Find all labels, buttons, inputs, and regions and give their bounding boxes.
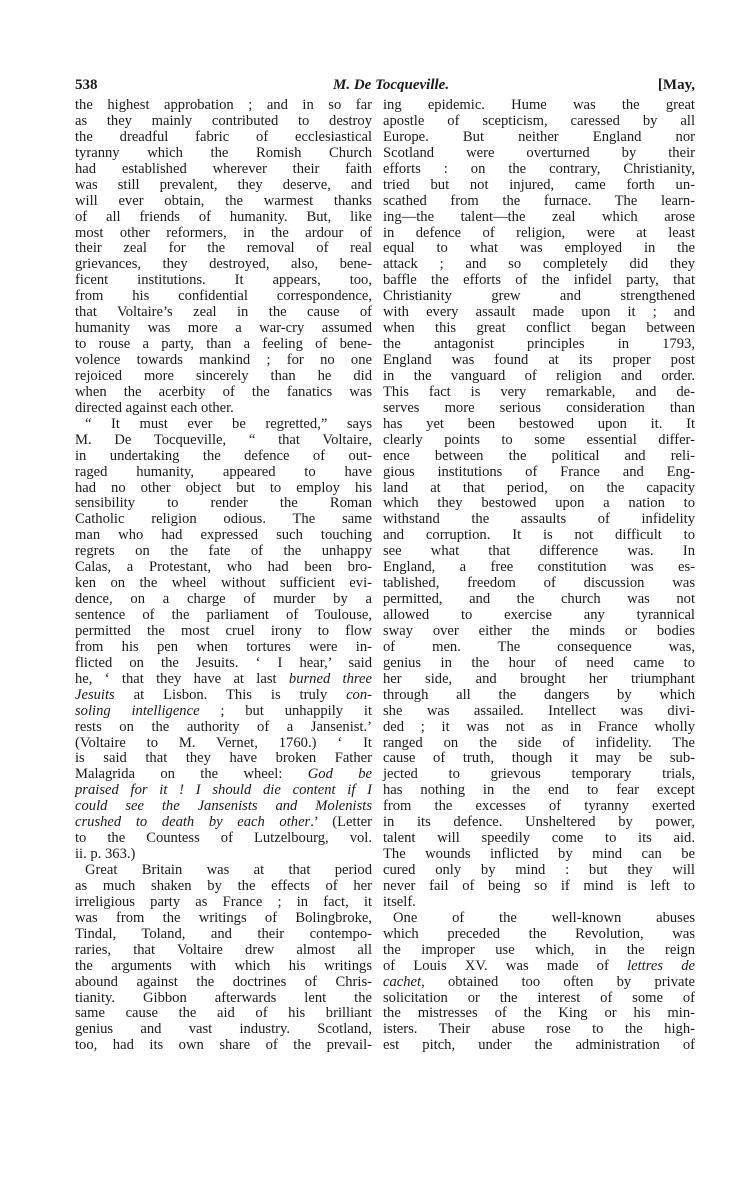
- italic-text: praised for it ! I should die content if I: [75, 782, 372, 799]
- text-line: was from the writings of Bolingbroke,: [75, 909, 372, 926]
- text-line: England was found at its proper post: [383, 352, 695, 368]
- text-line: allowed to exercise any tyrannical: [383, 607, 695, 623]
- text-line: This fact is very remarkable, and de-: [383, 383, 695, 400]
- text-line: will ever obtain, the warmest thanks: [75, 192, 372, 209]
- text-line: from the excesses of tyranny exerted: [383, 798, 695, 815]
- text-line: sensibility to render the Roman: [75, 495, 372, 512]
- text-line: she was assailed. Intellect was divi-: [383, 702, 695, 719]
- italic-text: God be: [307, 766, 372, 783]
- text-line: rejoiced more sincerely than he did: [75, 367, 372, 384]
- text-line: the mistresses of the King or his min-: [383, 1005, 695, 1022]
- text-line: solicitation or the interest of some of: [383, 989, 695, 1006]
- italic-text: cachet: [383, 973, 422, 990]
- text-line: Europe. But neither England nor: [383, 128, 695, 145]
- italic-text: burned three: [288, 670, 372, 687]
- text-line: is said that they have broken Father: [75, 750, 372, 767]
- text-line: tyranny which the Romish Church: [75, 144, 372, 161]
- text-run: ; but unhappily it: [199, 702, 373, 719]
- text-line: tried but not injured, came forth un-: [383, 176, 695, 193]
- text-line: [75, 767, 372, 783]
- text-line: [75, 783, 372, 799]
- text-line: [383, 959, 695, 975]
- text-line: [75, 799, 372, 815]
- text-line: which preceded the Revolution, was: [383, 925, 695, 942]
- text-line: man who had expressed such touching: [75, 527, 372, 544]
- text-line: which they bestowed upon a nation to: [383, 495, 695, 512]
- text-line: through all the dangers by which: [383, 686, 695, 703]
- text-line: ficent institutions. It appears, too,: [75, 272, 372, 289]
- text-line: of men. The consequence was,: [383, 638, 695, 655]
- text-line: when this great conflict began between: [383, 320, 695, 337]
- text-line: in undertaking the defence of out-: [75, 447, 372, 464]
- text-line: Tindal, Toland, and their contempo-: [75, 925, 372, 942]
- italic-text: could see the Jansenists and Molenists: [75, 798, 372, 815]
- text-line: see what that difference was. In: [383, 543, 695, 560]
- text-line: their zeal for the removal of real: [75, 240, 372, 257]
- italic-text: soling intelligence: [75, 702, 200, 719]
- text-line: [75, 688, 372, 704]
- text-line: as much shaken by the effects of her: [75, 877, 372, 894]
- text-line: equal to what was employed in the: [383, 240, 695, 257]
- left-text-column: [75, 98, 372, 1054]
- text-line: humanity was more a war-cry assumed: [75, 320, 372, 337]
- text-line: in the vanguard of religion and order.: [383, 367, 695, 384]
- text-line: her side, and brought her triumphant: [383, 670, 695, 687]
- text-line: serves more serious consideration than: [383, 399, 695, 416]
- text-line: has nothing in the end to fear except: [383, 782, 695, 799]
- text-line: and corruption. It is not difficult to: [383, 527, 695, 544]
- text-line: (Voltaire to M. Vernet, 1760.) ‘ It: [75, 734, 372, 751]
- text-line: One of the well-known abuses: [393, 909, 695, 926]
- text-line: has yet been bestowed upon it. It: [383, 415, 695, 432]
- italic-text: Jesuits: [75, 686, 115, 703]
- text-line: grievances, they destroyed, also, bene-: [75, 256, 372, 273]
- text-line: [75, 704, 372, 720]
- text-line: The wounds inflicted by mind can be: [383, 846, 695, 863]
- text-line: ken on the wheel without sufficient evi-: [75, 575, 372, 592]
- text-line: tianity. Gibbon afterwards lent the: [75, 989, 372, 1006]
- text-line: jected to grievous temporary trials,: [383, 766, 695, 783]
- text-line: that Voltaire’s zeal in the cause of: [75, 304, 372, 321]
- running-month: [May,: [657, 77, 695, 93]
- text-line: talent will speedily come to its aid.: [383, 830, 695, 847]
- text-line: withstand the assaults of infidelity: [383, 511, 695, 528]
- text-line: ing epidemic. Hume was the great: [383, 97, 695, 113]
- text-line: had established wherever their faith: [75, 160, 372, 177]
- text-run: he, ‘ that they have at last: [75, 670, 289, 687]
- text-line: most other reformers, in the ardour of: [75, 224, 372, 241]
- text-line: of all friends of humanity. But, like: [75, 208, 372, 225]
- text-line: cause of truth, though it may be sub-: [383, 750, 695, 767]
- text-line: never fail of being so if mind is left to: [383, 877, 695, 894]
- text-line: genius and vast industry. Scotland,: [75, 1021, 372, 1038]
- text-line: [75, 672, 372, 688]
- text-line: attack ; and so completely did they: [383, 256, 695, 273]
- text-run: .’ (Letter: [310, 814, 372, 831]
- text-line: Catholic religion odious. The same: [75, 511, 372, 528]
- running-header: [75, 77, 695, 97]
- text-run: Malagrida on the wheel:: [75, 766, 308, 783]
- text-line: isters. Their abuse rose to the high-: [383, 1021, 695, 1038]
- text-line: [75, 815, 372, 831]
- text-line: tablished, freedom of discussion was: [383, 575, 695, 592]
- text-line: raged humanity, appeared to have: [75, 463, 372, 480]
- text-line: abound against the doctrines of Chris-: [75, 973, 372, 990]
- text-run: of Louis XV. was made of: [383, 957, 628, 974]
- text-line: rests on the authority of a Jansenist.’: [75, 718, 372, 735]
- text-line: ranged on the side of infidelity. The: [383, 734, 695, 751]
- text-line: scathed from the furnace. The learn-: [383, 192, 695, 209]
- text-line: itself.: [383, 893, 416, 910]
- text-line: in defence of religion, were at least: [383, 224, 695, 241]
- text-line: Great Britain was at that period: [85, 862, 372, 878]
- text-line: from his pen when tortures were in-: [75, 638, 372, 655]
- text-run: , obtained too often by private: [421, 973, 695, 990]
- text-line: gious institutions of France and Eng-: [383, 463, 695, 480]
- text-line: genius in the hour of need came to: [383, 654, 695, 671]
- text-line: Scotland were overturned by their: [383, 144, 695, 161]
- text-line: [383, 975, 695, 991]
- text-line: Calas, a Protestant, who had been bro-: [75, 559, 372, 576]
- text-line: had no other object but to employ his: [75, 479, 372, 496]
- italic-text: lettres de: [627, 957, 695, 974]
- text-line: cured only by mind : but they will: [383, 862, 695, 878]
- text-line: volence towards mankind ; for no one: [75, 352, 372, 368]
- text-line: as they mainly contributed to destroy: [75, 112, 372, 129]
- text-line: in its defence. Unsheltered by power,: [383, 814, 695, 831]
- text-line: apostle of scepticism, caressed by all: [383, 112, 695, 129]
- text-line: ence between the political and reli-: [383, 447, 695, 464]
- text-line: efforts : on the contrary, Christianity,: [383, 160, 695, 177]
- text-line: the highest approbation ; and in so far: [75, 97, 372, 113]
- text-line: to the Countess of Lutzelbourg, vol.: [75, 830, 372, 847]
- text-line: “ It must ever be regretted,” says: [85, 415, 372, 432]
- text-line: ded ; it was not as in France wholly: [383, 718, 695, 735]
- page-number: 538: [75, 77, 98, 93]
- text-line: ing—the talent—the zeal which arose: [383, 208, 695, 225]
- text-line: too, had its own share of the prevail-: [75, 1037, 372, 1054]
- text-line: directed against each other.: [75, 399, 234, 416]
- text-line: irreligious party as France ; in fact, it: [75, 893, 372, 910]
- text-line: to rouse a party, than a feeling of bene-: [75, 336, 372, 353]
- text-line: with every assault made upon it ; and: [383, 304, 695, 321]
- text-line: the improper use which, in the reign: [383, 941, 695, 958]
- text-line: est pitch, under the administration of: [383, 1037, 695, 1054]
- text-line: regrets on the fate of the unhappy: [75, 543, 372, 560]
- text-line: from his confidential correspondence,: [75, 288, 372, 305]
- text-line: M. De Tocqueville, “ that Voltaire,: [75, 431, 372, 448]
- text-line: baffle the efforts of the infidel party, that: [383, 272, 695, 289]
- text-line: Christianity grew and strengthened: [383, 288, 695, 305]
- running-title: M. De Tocqueville.: [333, 77, 450, 93]
- text-line: sentence of the parliament of Toulouse,: [75, 607, 372, 623]
- right-text-column: [383, 98, 695, 1054]
- text-line: the dreadful fabric of ecclesiastical: [75, 128, 372, 145]
- text-line: dence, on a charge of murder by a: [75, 591, 372, 608]
- text-line: flicted on the Jesuits. ‘ I hear,’ said: [75, 654, 372, 671]
- text-line: permitted the most cruel irony to flow: [75, 622, 372, 639]
- text-line: land at that period, on the capacity: [383, 479, 695, 496]
- text-line: raries, that Voltaire drew almost all: [75, 941, 372, 958]
- text-line: same cause the aid of his brilliant: [75, 1005, 372, 1022]
- text-line: the arguments with which his writings: [75, 957, 372, 974]
- italic-text: con-: [346, 686, 372, 703]
- text-line: England, a free constitution was es-: [383, 559, 695, 576]
- text-line: ii. p. 363.): [75, 846, 136, 863]
- text-line: sway over either the minds or bodies: [383, 622, 695, 639]
- text-line: clearly points to some essential differ-: [383, 431, 695, 448]
- text-line: when the acerbity of the fanatics was: [75, 383, 372, 400]
- text-line: was still prevalent, they deserve, and: [75, 176, 372, 193]
- italic-text: crushed to death by each other: [75, 814, 311, 831]
- text-line: permitted, and the church was not: [383, 591, 695, 608]
- text-line: the antagonist principles in 1793,: [383, 336, 695, 353]
- text-run: at Lisbon. This is truly: [114, 686, 347, 703]
